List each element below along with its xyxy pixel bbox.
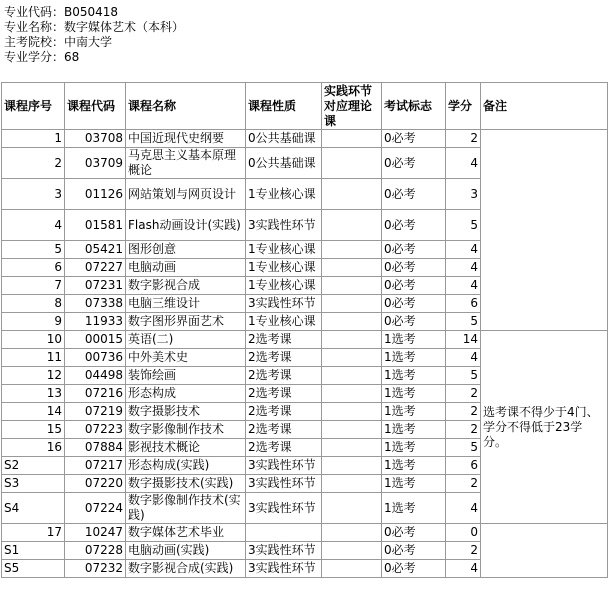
course-code: 07217: [65, 457, 126, 475]
course-name: 数字媒体艺术毕业: [126, 524, 246, 542]
course-practice: [322, 241, 382, 259]
course-code: 07231: [65, 277, 126, 295]
course-credit: 3: [446, 179, 481, 210]
course-code: 07216: [65, 385, 126, 403]
major-name-line: 专业名称：数字媒体艺术（本科）: [4, 20, 185, 34]
course-seq: 7: [2, 277, 65, 295]
header-name: 课程名称: [126, 83, 246, 130]
course-credit: 2: [446, 403, 481, 421]
course-credit: 4: [446, 560, 481, 578]
course-type: 3实践性环节: [246, 475, 322, 493]
course-seq: 3: [2, 179, 65, 210]
table-row: [2, 331, 608, 349]
major-code-line: 专业代码：B050418: [4, 5, 119, 19]
course-seq: 9: [2, 313, 65, 331]
course-name: 电脑三维设计: [126, 295, 246, 313]
course-name: 装饰绘画: [126, 367, 246, 385]
course-exam: 0必考: [382, 277, 446, 295]
course-code: 07227: [65, 259, 126, 277]
course-name: 数字影视合成(实践): [126, 560, 246, 578]
course-exam: 0必考: [382, 179, 446, 210]
course-seq: 16: [2, 439, 65, 457]
course-type: 2选考课: [246, 331, 322, 349]
course-type: 3实践性环节: [246, 493, 322, 524]
course-credit: 4: [446, 493, 481, 524]
school-name: 中南大学: [64, 35, 113, 49]
course-practice: [322, 313, 382, 331]
course-code: 01126: [65, 179, 126, 210]
course-name: 数字摄影技术: [126, 403, 246, 421]
course-code: 07219: [65, 403, 126, 421]
course-seq: 12: [2, 367, 65, 385]
course-practice: [322, 475, 382, 493]
course-name: 图形创意: [126, 241, 246, 259]
course-credit: 5: [446, 367, 481, 385]
course-code: 03708: [65, 130, 126, 148]
course-code: 07232: [65, 560, 126, 578]
header-exam: 考试标志: [382, 83, 446, 130]
course-name: 中外美术史: [126, 349, 246, 367]
course-name: 影视技术概论: [126, 439, 246, 457]
header-seq: 课程序号: [2, 83, 65, 130]
table-row: [2, 130, 608, 148]
course-exam: 0必考: [382, 313, 446, 331]
course-name: 数字影像制作技术: [126, 421, 246, 439]
course-code: 04498: [65, 367, 126, 385]
header-remark: 备注: [481, 83, 608, 130]
course-credit: 14: [446, 331, 481, 349]
course-credit: 4: [446, 349, 481, 367]
course-seq: 17: [2, 524, 65, 542]
course-code: 07224: [65, 493, 126, 524]
course-exam: 1选考: [382, 457, 446, 475]
course-code: 01581: [65, 210, 126, 241]
course-practice: [322, 349, 382, 367]
course-seq: S3: [2, 475, 65, 493]
course-code: 07223: [65, 421, 126, 439]
course-practice: [322, 524, 382, 542]
course-name: 形态构成: [126, 385, 246, 403]
course-exam: 1选考: [382, 403, 446, 421]
course-type: 1专业核心课: [246, 179, 322, 210]
course-type: 2选考课: [246, 421, 322, 439]
course-exam: 1选考: [382, 439, 446, 457]
course-practice: [322, 493, 382, 524]
course-type: 3实践性环节: [246, 210, 322, 241]
major-credits: 68: [64, 50, 80, 64]
course-practice: [322, 457, 382, 475]
course-name: 马克思主义基本原理概论: [126, 148, 246, 179]
course-seq: 5: [2, 241, 65, 259]
course-practice: [322, 179, 382, 210]
course-credit: 4: [446, 277, 481, 295]
course-seq: 14: [2, 403, 65, 421]
course-name: 数字图形界面艺术: [126, 313, 246, 331]
course-exam: 1选考: [382, 331, 446, 349]
course-type: 1专业核心课: [246, 259, 322, 277]
course-practice: [322, 277, 382, 295]
course-exam: 1选考: [382, 493, 446, 524]
course-type: 2选考课: [246, 367, 322, 385]
course-name: 英语(二): [126, 331, 246, 349]
course-name: 形态构成(实践): [126, 457, 246, 475]
course-seq: 13: [2, 385, 65, 403]
course-type: 2选考课: [246, 349, 322, 367]
course-credit: 4: [446, 148, 481, 179]
course-exam: 1选考: [382, 385, 446, 403]
course-practice: [322, 542, 382, 560]
course-credit: 2: [446, 385, 481, 403]
course-seq: 10: [2, 331, 65, 349]
course-name: 电脑动画(实践): [126, 542, 246, 560]
course-name: 数字影像制作技术(实践): [126, 493, 246, 524]
course-code: 10247: [65, 524, 126, 542]
header-type: 课程性质: [246, 83, 322, 130]
course-practice: [322, 130, 382, 148]
course-code: 07228: [65, 542, 126, 560]
course-credit: 2: [446, 542, 481, 560]
course-type: 1专业核心课: [246, 277, 322, 295]
course-exam: 0必考: [382, 542, 446, 560]
course-type: 2选考课: [246, 403, 322, 421]
course-practice: [322, 148, 382, 179]
major-code: B050418: [64, 5, 119, 19]
course-type: 3实践性环节: [246, 457, 322, 475]
course-code: 00736: [65, 349, 126, 367]
course-table: [1, 82, 608, 578]
course-type: 0公共基础课: [246, 148, 322, 179]
credits-line: 专业学分：68: [4, 50, 80, 64]
course-code: 07884: [65, 439, 126, 457]
course-credit: 4: [446, 259, 481, 277]
course-seq: 8: [2, 295, 65, 313]
course-seq: S2: [2, 457, 65, 475]
elective-remark: 选考课不得少于4门、学分不得低于23学分。: [481, 331, 608, 524]
course-exam: 0必考: [382, 148, 446, 179]
course-seq: 2: [2, 148, 65, 179]
course-type: 1专业核心课: [246, 313, 322, 331]
course-type: 2选考课: [246, 385, 322, 403]
course-seq: S4: [2, 493, 65, 524]
course-seq: 15: [2, 421, 65, 439]
course-practice: [322, 385, 382, 403]
course-credit: 4: [446, 241, 481, 259]
course-credit: 5: [446, 210, 481, 241]
course-code: 07338: [65, 295, 126, 313]
remark-bottom: [481, 524, 608, 578]
course-credit: 5: [446, 439, 481, 457]
course-code: 05421: [65, 241, 126, 259]
header-practice: 实践环节对应理论课: [322, 83, 382, 130]
course-credit: 5: [446, 313, 481, 331]
course-credit: 2: [446, 130, 481, 148]
course-code: 00015: [65, 331, 126, 349]
course-seq: S1: [2, 542, 65, 560]
course-exam: 1选考: [382, 475, 446, 493]
course-code: 07220: [65, 475, 126, 493]
course-name: 网站策划与网页设计: [126, 179, 246, 210]
course-credit: 6: [446, 295, 481, 313]
course-practice: [322, 295, 382, 313]
course-type: 3实践性环节: [246, 560, 322, 578]
course-name: 中国近现代史纲要: [126, 130, 246, 148]
header-code: 课程代码: [65, 83, 126, 130]
course-practice: [322, 331, 382, 349]
course-rows: [2, 130, 608, 578]
header-credit: 学分: [446, 83, 481, 130]
course-seq: 4: [2, 210, 65, 241]
course-type: 3实践性环节: [246, 542, 322, 560]
course-name: 电脑动画: [126, 259, 246, 277]
course-exam: 0必考: [382, 524, 446, 542]
course-name: 数字摄影技术(实践): [126, 475, 246, 493]
course-practice: [322, 367, 382, 385]
header-row: [2, 83, 608, 130]
course-seq: 1: [2, 130, 65, 148]
course-exam: 0必考: [382, 210, 446, 241]
course-type: 0公共基础课: [246, 130, 322, 148]
course-type: [246, 524, 322, 542]
course-code: 11933: [65, 313, 126, 331]
course-practice: [322, 421, 382, 439]
course-seq: S5: [2, 560, 65, 578]
major-name: 数字媒体艺术（本科）: [64, 20, 185, 34]
course-practice: [322, 210, 382, 241]
course-exam: 1选考: [382, 421, 446, 439]
course-type: 2选考课: [246, 439, 322, 457]
course-name: Flash动画设计(实践): [126, 210, 246, 241]
course-credit: 2: [446, 421, 481, 439]
course-practice: [322, 560, 382, 578]
course-credit: 2: [446, 475, 481, 493]
course-exam: 0必考: [382, 241, 446, 259]
course-practice: [322, 439, 382, 457]
course-exam: 0必考: [382, 259, 446, 277]
course-type: 3实践性环节: [246, 295, 322, 313]
course-name: 数字影视合成: [126, 277, 246, 295]
course-exam: 1选考: [382, 349, 446, 367]
course-type: 1专业核心课: [246, 241, 322, 259]
course-credit: 6: [446, 457, 481, 475]
course-exam: 0必考: [382, 295, 446, 313]
course-exam: 0必考: [382, 560, 446, 578]
course-exam: 1选考: [382, 367, 446, 385]
course-practice: [322, 259, 382, 277]
course-seq: 11: [2, 349, 65, 367]
course-practice: [322, 403, 382, 421]
course-code: 03709: [65, 148, 126, 179]
school-line: 主考院校：中南大学: [4, 35, 113, 49]
course-credit: 0: [446, 524, 481, 542]
course-seq: 6: [2, 259, 65, 277]
major-info: [4, 5, 184, 65]
course-exam: 0必考: [382, 130, 446, 148]
remark-top: [481, 130, 608, 331]
table-row: [2, 524, 608, 542]
